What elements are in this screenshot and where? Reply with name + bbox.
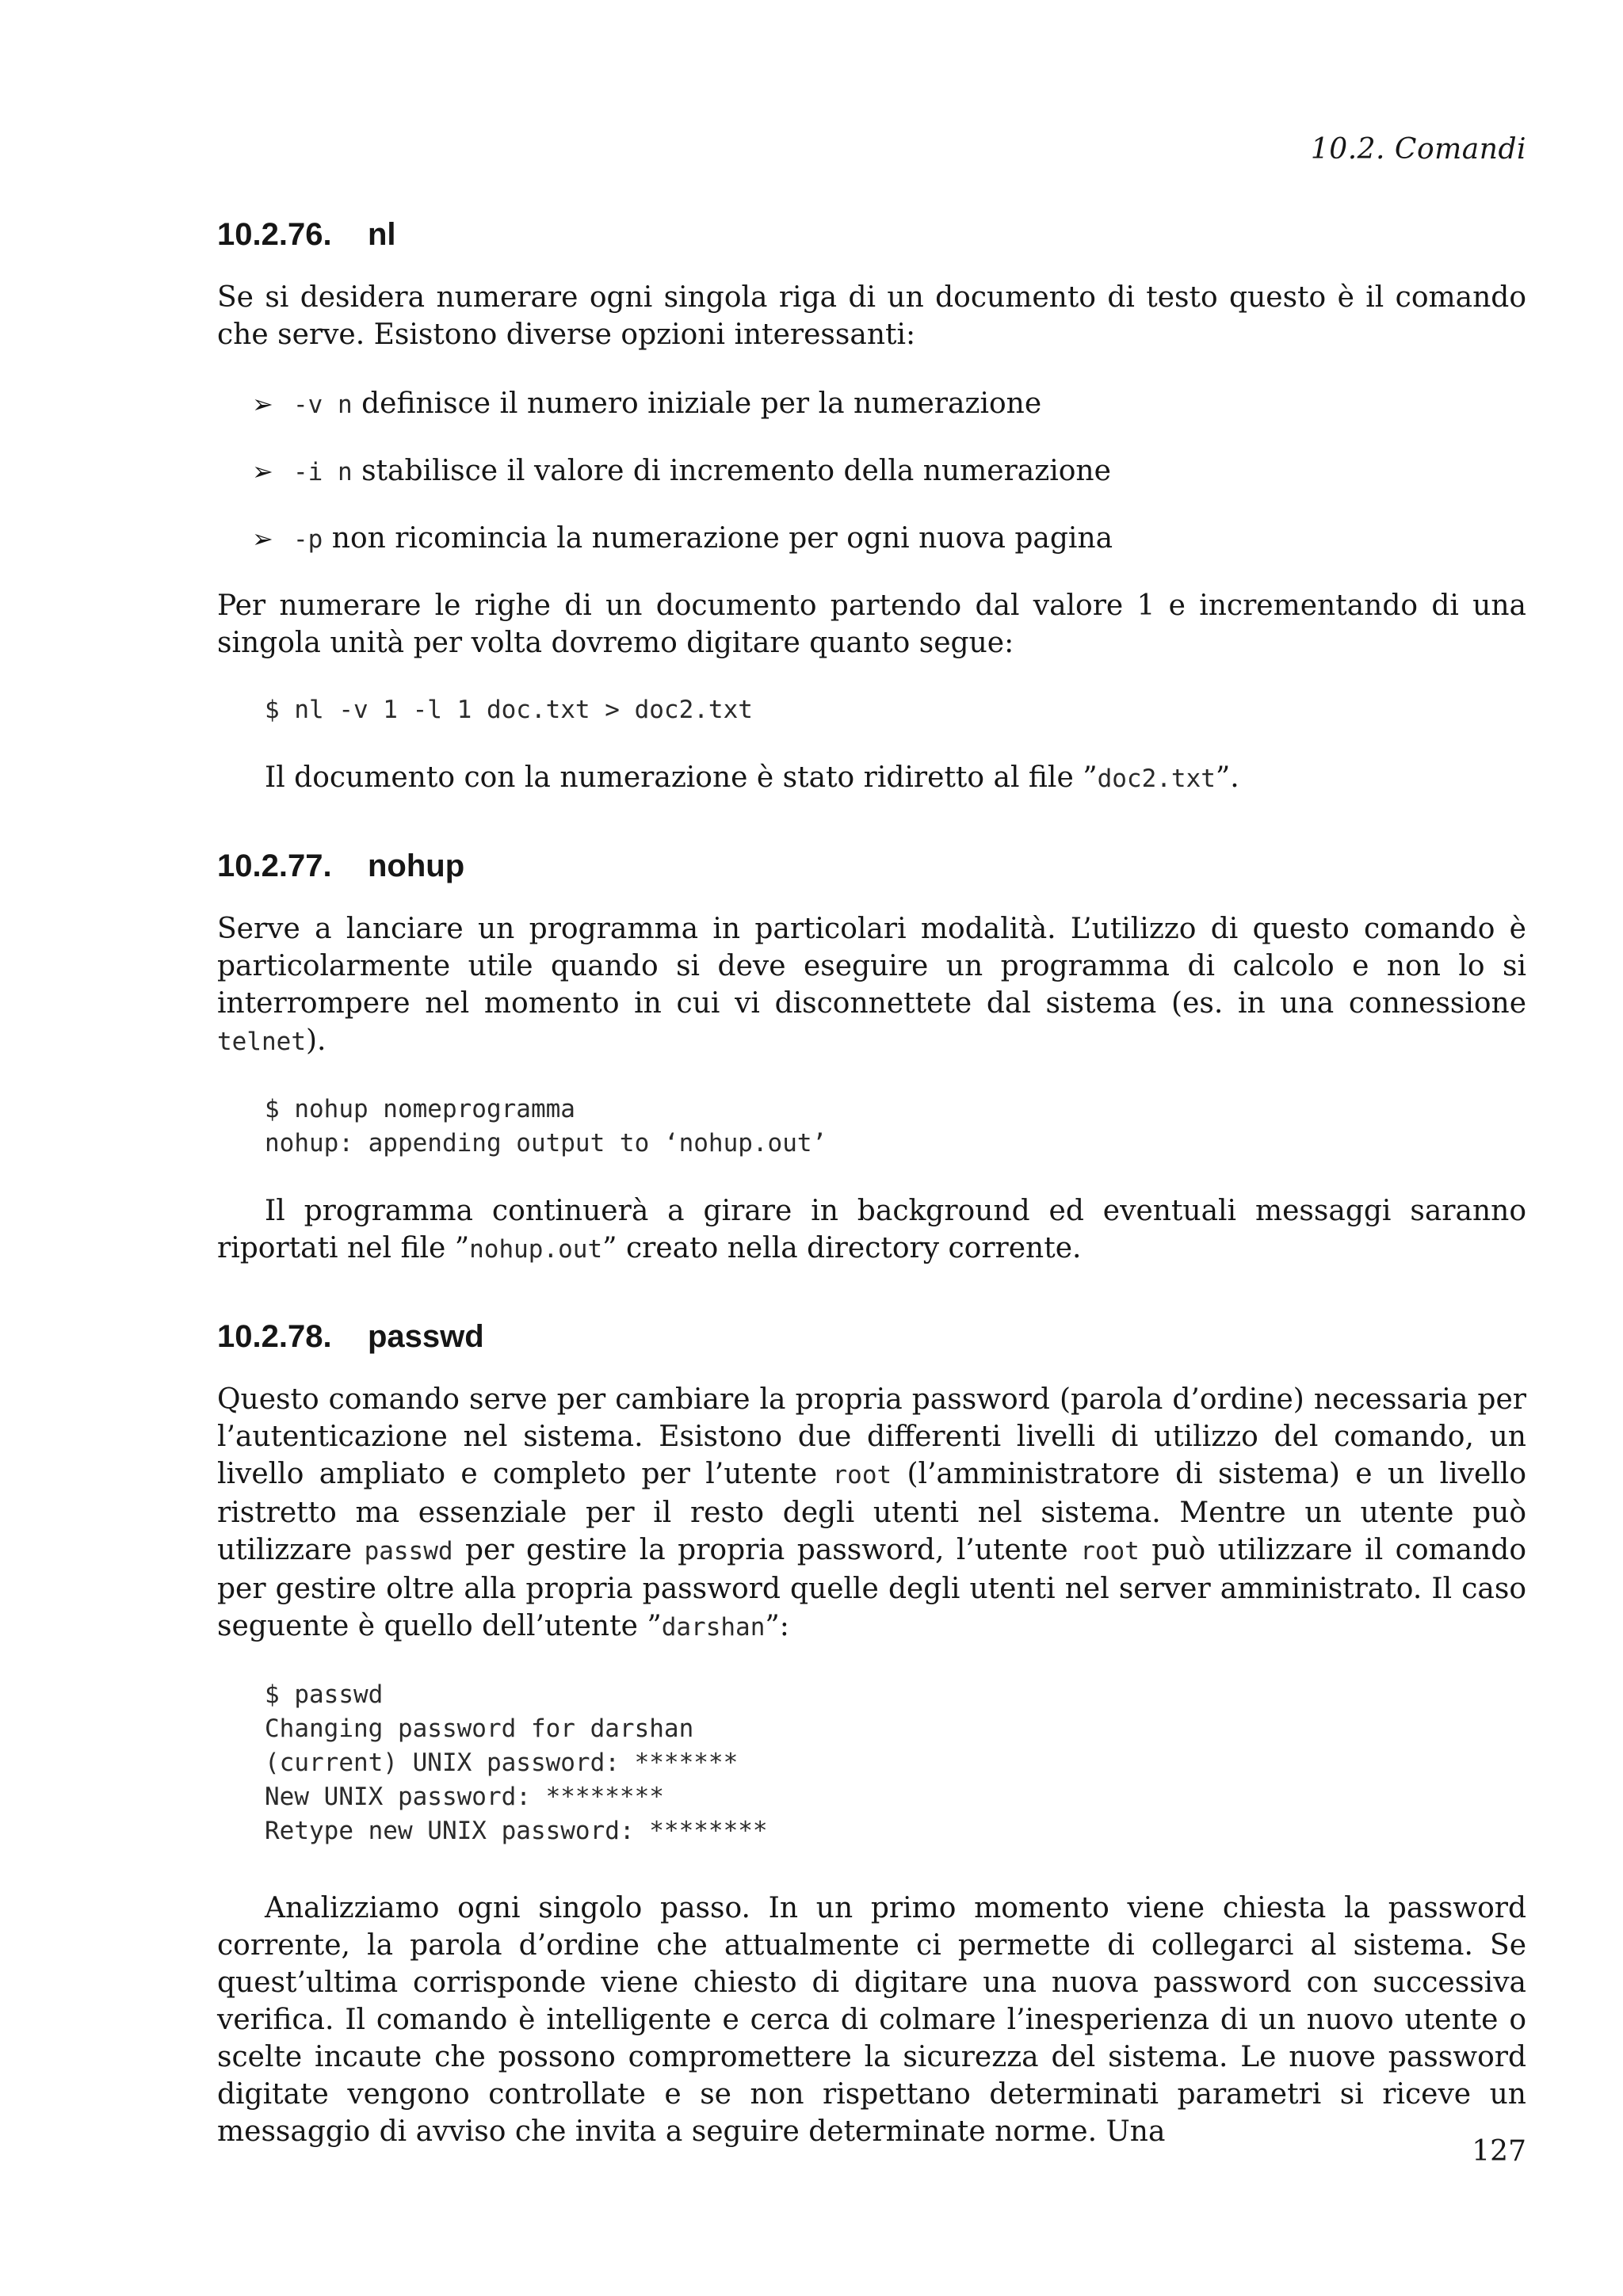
running-header: 10.2. Comandi xyxy=(1310,133,1526,166)
inline-code: telnet xyxy=(217,1028,306,1056)
code-block xyxy=(265,1093,1526,1161)
paragraph: Questo comando serve per cambiare la propria password (parola d’ordine) necessaria per l’autenticazione nel sistema. Esistono due differenti livelli di utilizzo del comando, un livello ampliato e completo per l’utente root (l’amministratore di sistema) e un livello ristretto ma essenziale per il resto degli utenti nel sistema. Mentre un utente può utilizzare passwd per gestire la propria password, l’utente root può utilizzare il comando per gestire oltre alla propria password quelle degli utenti nel server amministrato. Il caso seguente è quello dell’utente ”darshan”: xyxy=(217,1383,1526,1642)
code-line: Retype new UNIX password: ******** xyxy=(265,1817,768,1845)
option-text: non ricomincia la numerazione per ogni nuova pagina xyxy=(323,522,1113,555)
section-number: 10.2.77. xyxy=(217,849,332,883)
inline-code: root xyxy=(1080,1537,1140,1566)
section-number: 10.2.76. xyxy=(217,217,332,252)
section-heading-nl xyxy=(217,214,1526,255)
arrowhead-right-icon: ➢ xyxy=(252,389,273,419)
section-number: 10.2.78. xyxy=(217,1319,332,1354)
code-line: Changing password for darshan xyxy=(265,1714,694,1743)
code-line: New UNIX password: ******** xyxy=(265,1783,664,1811)
code-line: $ nohup nomeprogramma xyxy=(265,1095,575,1123)
paragraph: Se si desidera numerare ogni singola riga di un documento di testo questo è il comando che serve. Esistono diverse opzioni interessanti: xyxy=(217,281,1526,351)
list-item xyxy=(252,452,1526,491)
inline-code: darshan xyxy=(661,1613,766,1642)
section-title: nl xyxy=(368,217,396,252)
inline-code: root xyxy=(832,1461,892,1489)
paragraph: Il programma continuerà a girare in background ed eventuali messaggi saranno riportati nel file ”nohup.out” creato nella directory corrente. xyxy=(217,1195,1526,1264)
file-name: nohup.out xyxy=(469,1235,603,1264)
paragraph: Il documento con la numerazione è stato ridiretto al file ”doc2.txt”. xyxy=(265,761,1239,794)
inline-code: passwd xyxy=(364,1537,453,1566)
list-item xyxy=(252,385,1526,424)
code-line: $ passwd xyxy=(265,1680,384,1709)
option-text: definisce il numero iniziale per la numerazione xyxy=(352,387,1042,420)
code-block: $ nl -v 1 -l 1 doc.txt > doc2.txt xyxy=(265,696,753,724)
paragraph: Analizziamo ogni singolo passo. In un primo momento viene chiesta la password corrente, la parola d’ordine che attualmente ci permette di collegarci al sistema. Se quest’ultima corrisponde viene chiesto di digitare una nuova password con successiva verifica. Il comando è intelligente e cerca di colmare l’inesperienza di un nuovo utente o scelte incaute che possono compromettere la sicurezza del sistema. Le nuove password digitate vengono controllate e se non rispettano determinati parametri si riceve un messaggio di avviso che invita a seguire determinate norme. Una xyxy=(217,1892,1526,2148)
code-line: nohup: appending output to ‘nohup.out’ xyxy=(265,1129,827,1158)
section-heading-passwd xyxy=(217,1316,1526,1357)
option-flag: -i n xyxy=(293,458,353,486)
paragraph: Serve a lanciare un programma in particolari modalità. L’utilizzo di questo comando è particolarmente utile quando si deve eseguire un programma di calcolo e non lo si interrompere nel momento in cui vi disconnettete dal sistema (es. in una connessione telnet). xyxy=(217,913,1526,1057)
code-block xyxy=(265,1678,1526,1848)
section-title: nohup xyxy=(368,849,465,883)
paragraph: Per numerare le righe di un documento partendo dal valore 1 e incrementando di una singola unità per volta dovremo digitare quanto segue: xyxy=(217,589,1526,659)
page-number: 127 xyxy=(1472,2135,1526,2168)
section-title: passwd xyxy=(368,1319,484,1354)
code-line: (current) UNIX password: ******* xyxy=(265,1749,739,1777)
list-item xyxy=(252,520,1526,559)
option-flag: -p xyxy=(293,525,323,554)
file-name: doc2.txt xyxy=(1097,765,1216,793)
option-text: stabilisce il valore di incremento della numerazione xyxy=(352,455,1111,487)
option-flag: -v n xyxy=(293,391,353,419)
arrowhead-right-icon: ➢ xyxy=(252,524,273,554)
options-list xyxy=(217,385,1526,559)
page-content xyxy=(217,214,1526,2150)
arrowhead-right-icon: ➢ xyxy=(252,456,273,486)
section-heading-nohup xyxy=(217,845,1526,887)
